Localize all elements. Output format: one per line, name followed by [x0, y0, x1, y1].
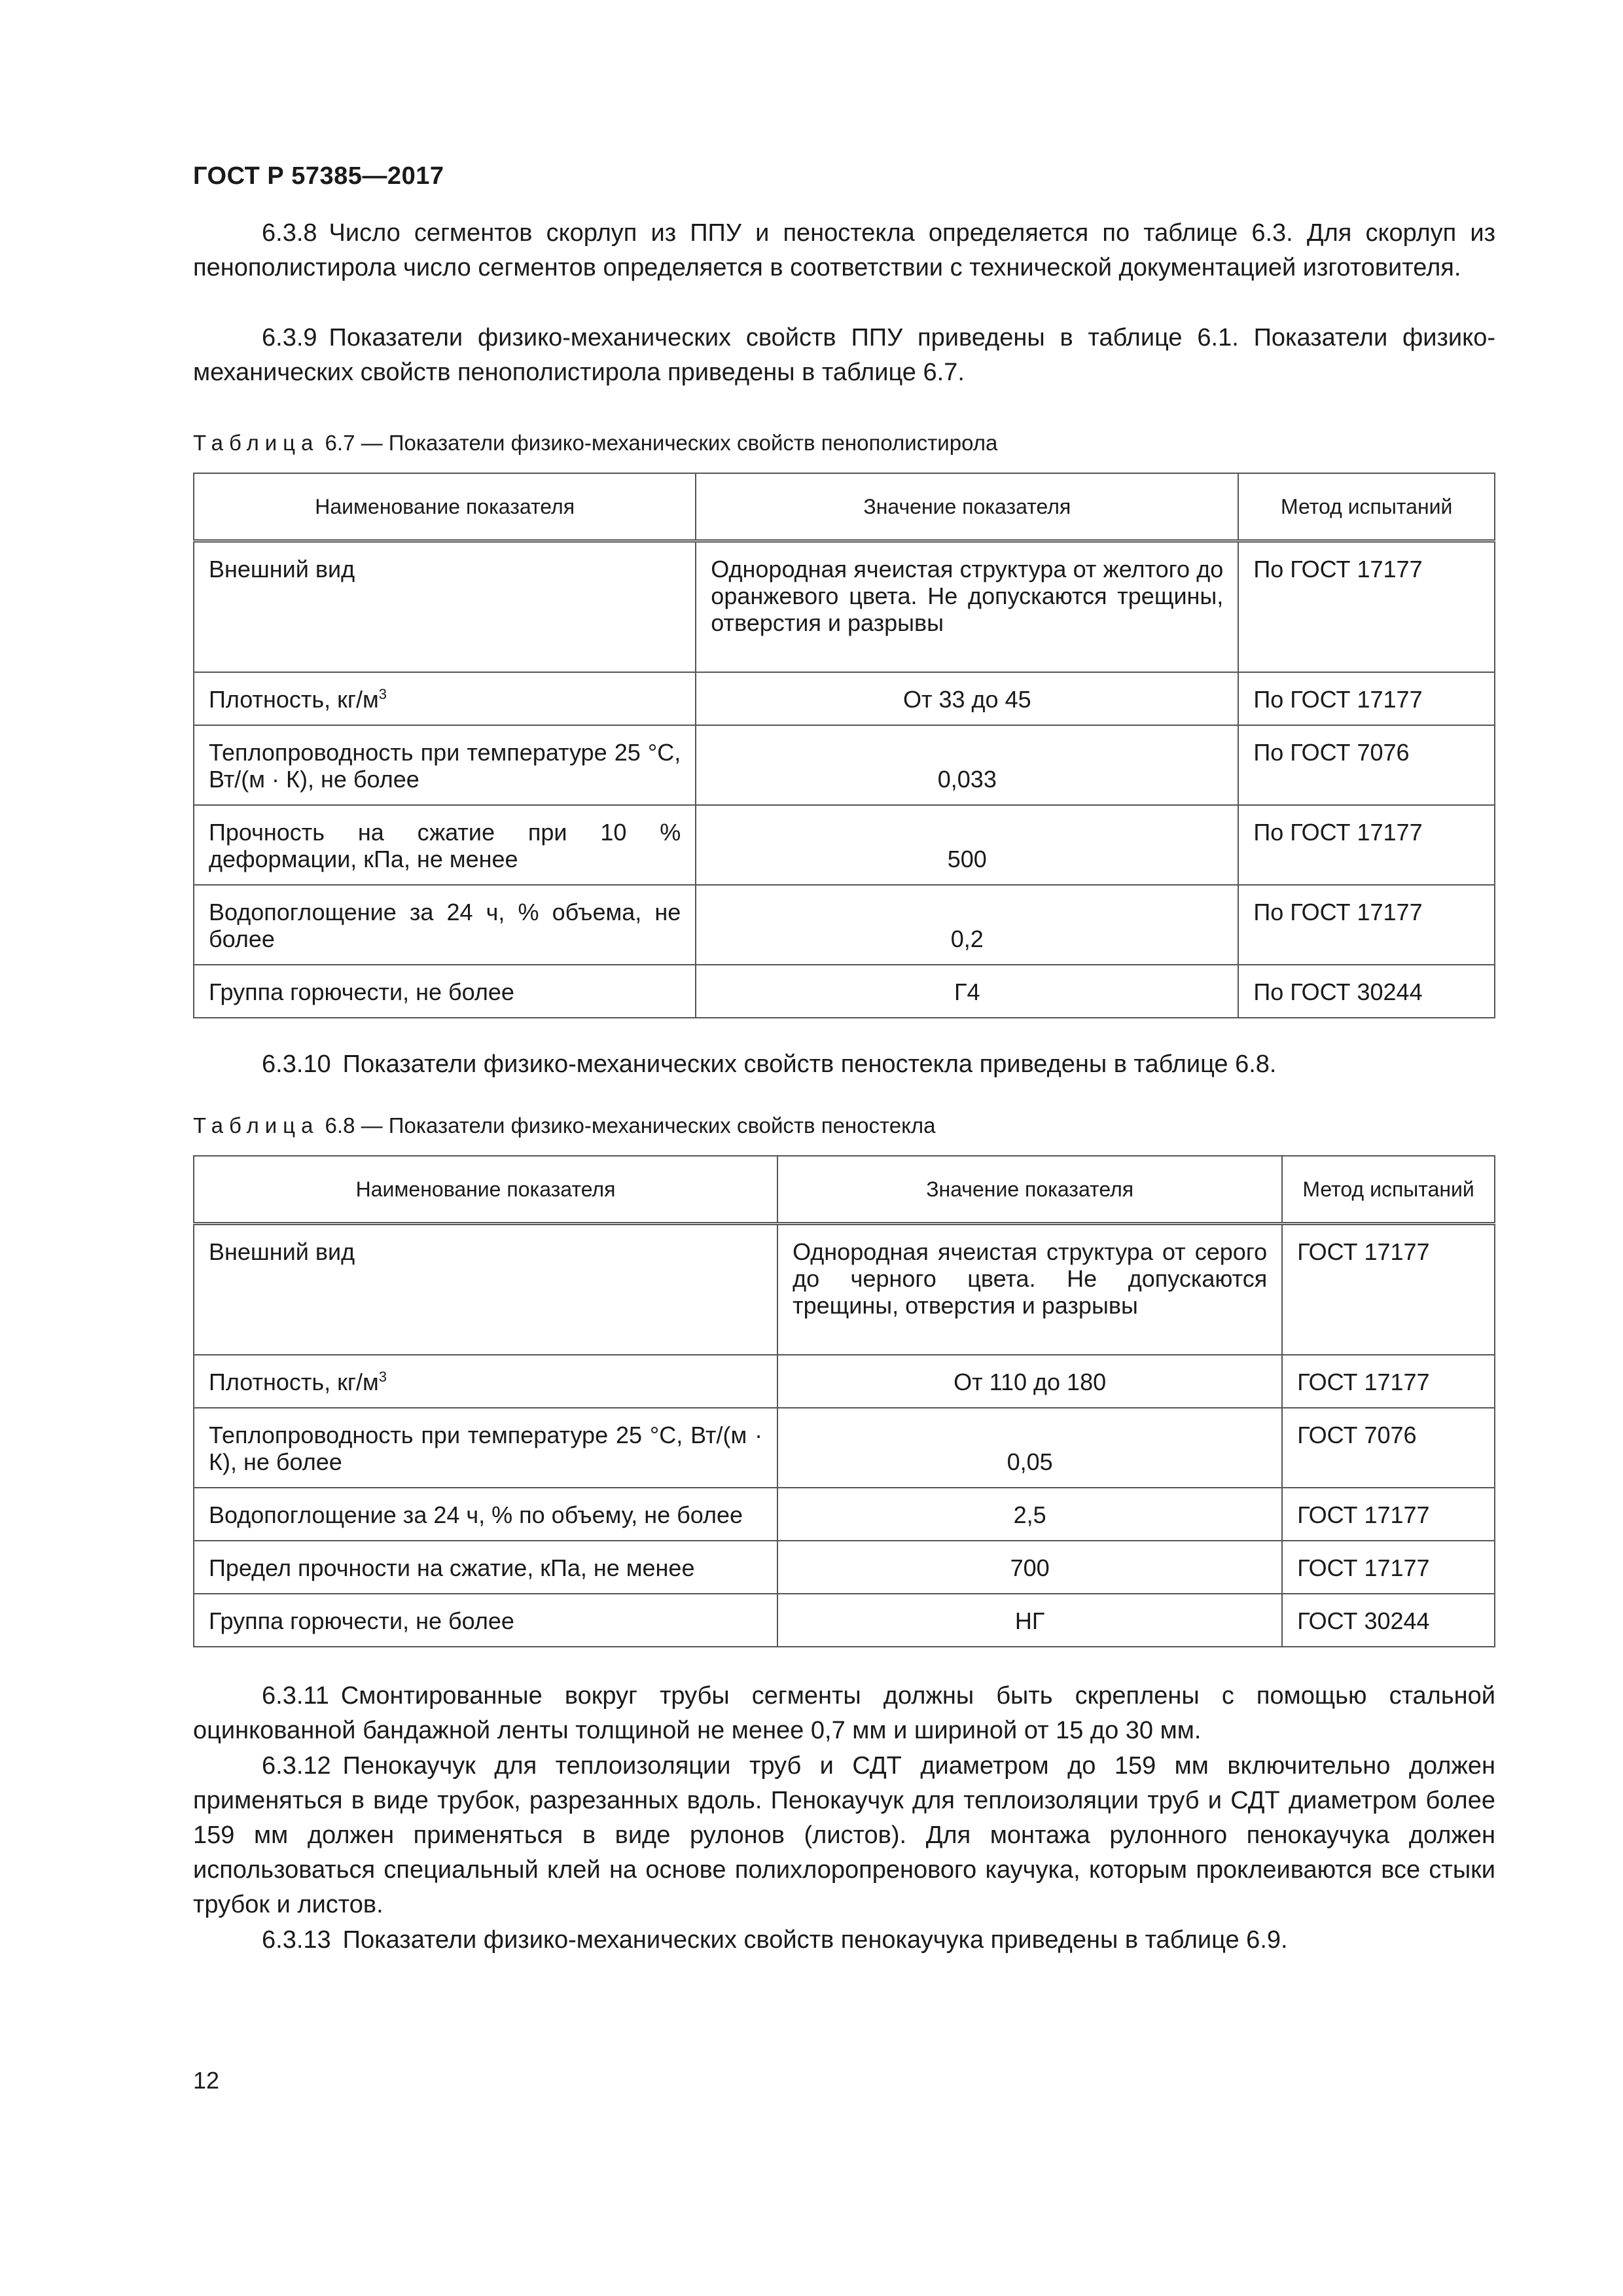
caption-label: Таблица: [193, 1113, 319, 1138]
test-method: ГОСТ 30244: [1282, 1594, 1495, 1647]
paragraph-6-3-11: [193, 1679, 1495, 1748]
paragraph-text: Смонтированные вокруг трубы сегменты должны быть скреплены с помощью стальной оцинкованной бандажной ленты толщиной не менее 0,7 мм и шириной от 15 до 30 мм.: [193, 1682, 1495, 1744]
column-header: Наименование показателя: [194, 473, 696, 541]
property-value: От 110 до 180: [777, 1355, 1282, 1408]
test-method: ГОСТ 17177: [1282, 1488, 1495, 1541]
property-value: 0,2: [696, 885, 1238, 965]
property-name: [194, 1355, 777, 1408]
property-value: 0,05: [777, 1408, 1282, 1488]
paragraph-number: 6.3.13: [262, 1926, 331, 1954]
caption-title: 6.8 — Показатели физико-механических свойств пеностекла: [319, 1113, 936, 1138]
table-row: [194, 1541, 1495, 1594]
test-method: По ГОСТ 17177: [1238, 805, 1495, 885]
caption-label: Таблица: [193, 431, 319, 455]
column-header: Метод испытаний: [1238, 473, 1495, 541]
property-name-text: Плотность, кг/м: [209, 1368, 379, 1395]
property-name: Водопоглощение за 24 ч, % по объему, не более: [194, 1488, 777, 1541]
paragraph-number: 6.3.9: [262, 324, 317, 351]
column-header: Значение показателя: [777, 1156, 1282, 1224]
property-name-text: Плотность, кг/м: [209, 685, 379, 713]
paragraph-6-3-13: [193, 1923, 1495, 1958]
property-name: Теплопроводность при температуре 25 °С, Вт/(м · К), не более: [194, 1408, 777, 1488]
paragraph-number: 6.3.12: [262, 1752, 331, 1780]
table-row: [194, 541, 1495, 672]
test-method: По ГОСТ 7076: [1238, 725, 1495, 805]
table-6-7-caption: [193, 430, 997, 456]
test-method: ГОСТ 17177: [1282, 1355, 1495, 1408]
property-name: Предел прочности на сжатие, кПа, не менее: [194, 1541, 777, 1594]
table-row: [194, 725, 1495, 805]
table-row: [194, 885, 1495, 965]
table-header-row: [194, 473, 1495, 541]
superscript: 3: [378, 685, 387, 702]
paragraph-number: 6.3.10: [262, 1050, 331, 1078]
property-name: Водопоглощение за 24 ч, % объема, не более: [194, 885, 696, 965]
page-number: 12: [193, 2067, 220, 2094]
property-name: Группа горючести, не более: [194, 965, 696, 1018]
table-row: [194, 1594, 1495, 1647]
column-header: Наименование показателя: [194, 1156, 777, 1224]
test-method: По ГОСТ 17177: [1238, 541, 1495, 672]
property-value: Однородная ячеистая структура от желтого до оранжевого цвета. Не допускаются трещины, отверстия и разрывы: [696, 541, 1238, 672]
superscript: 3: [378, 1368, 387, 1385]
test-method: ГОСТ 7076: [1282, 1408, 1495, 1488]
property-name: Прочность на сжатие при 10 % деформации, кПа, не менее: [194, 805, 696, 885]
table-row: [194, 1224, 1495, 1355]
paragraph-6-3-12: [193, 1749, 1495, 1922]
property-name: Группа горючести, не более: [194, 1594, 777, 1647]
paragraph-number: 6.3.8: [262, 219, 317, 247]
property-value: НГ: [777, 1594, 1282, 1647]
property-name: [194, 672, 696, 725]
column-header: Значение показателя: [696, 473, 1238, 541]
caption-title: 6.7 — Показатели физико-механических свойств пенополистирола: [319, 431, 998, 455]
table-6-8-caption: [193, 1113, 936, 1139]
property-name: Внешний вид: [194, 1224, 777, 1355]
paragraph-text: Показатели физико-механических свойств ППУ приведены в таблице 6.1. Показатели физико-механических свойств пенополистирола приведены в таблице 6.7.: [193, 324, 1495, 386]
table-row: [194, 1355, 1495, 1408]
paragraph-text: Число сегментов скорлуп из ППУ и пеностекла определяется по таблице 6.3. Для скорлуп из пенополистирола число сегментов определяется в соответствии с технической документацией изготовителя.: [193, 219, 1495, 281]
property-name: Теплопроводность при температуре 25 °С, Вт/(м · К), не более: [194, 725, 696, 805]
table-6-8: [193, 1155, 1495, 1647]
paragraph-text: Показатели физико-механических свойств пенокаучука приведены в таблице 6.9.: [342, 1926, 1288, 1954]
test-method: По ГОСТ 17177: [1238, 885, 1495, 965]
property-value: Г4: [696, 965, 1238, 1018]
test-method: ГОСТ 17177: [1282, 1541, 1495, 1594]
paragraph-6-3-9: [193, 321, 1495, 390]
property-value: 0,033: [696, 725, 1238, 805]
test-method: По ГОСТ 17177: [1238, 672, 1495, 725]
test-method: ГОСТ 17177: [1282, 1224, 1495, 1355]
test-method: По ГОСТ 30244: [1238, 965, 1495, 1018]
table-row: [194, 1488, 1495, 1541]
table-row: [194, 805, 1495, 885]
property-name: Внешний вид: [194, 541, 696, 672]
paragraph-6-3-8: [193, 216, 1495, 285]
property-value: 2,5: [777, 1488, 1282, 1541]
property-value: 500: [696, 805, 1238, 885]
paragraph-text: Пенокаучук для теплоизоляции труб и СДТ диаметром до 159 мм включительно должен применяться в виде трубок, разрезанных вдоль. Пенокаучук для теплоизоляции труб и СДТ диаметром более 159 мм должен применяться в виде рулонов (листов). Для монтажа рулонного пенокаучука должен использоваться специальный клей на основе полихлоропренового каучука, которым проклеиваются все стыки трубок и листов.: [193, 1752, 1495, 1918]
paragraph-6-3-10: [193, 1047, 1495, 1082]
property-value: От 33 до 45: [696, 672, 1238, 725]
table-row: [194, 672, 1495, 725]
paragraph-number: 6.3.11: [262, 1682, 329, 1710]
column-header: Метод испытаний: [1282, 1156, 1495, 1224]
table-row: [194, 1408, 1495, 1488]
table-row: [194, 965, 1495, 1018]
document-code: ГОСТ Р 57385—2017: [193, 162, 444, 190]
paragraph-text: Показатели физико-механических свойств пеностекла приведены в таблице 6.8.: [342, 1050, 1277, 1078]
property-value: Однородная ячеистая структура от серого до черного цвета. Не допускаются трещины, отверстия и разрывы: [777, 1224, 1282, 1355]
table-6-7: [193, 473, 1495, 1018]
table-header-row: [194, 1156, 1495, 1224]
property-value: 700: [777, 1541, 1282, 1594]
